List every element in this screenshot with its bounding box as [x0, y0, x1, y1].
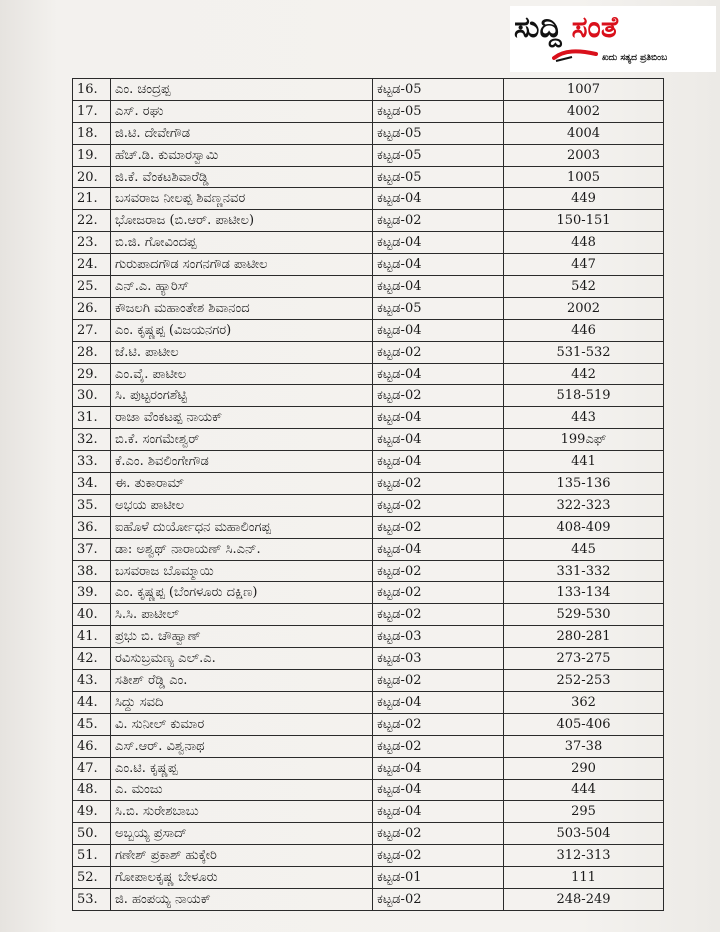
member-name: ಬಿ.ಜಿ. ಗೋವಿಂದಪ್ಪ	[111, 232, 373, 254]
suddi-sante-logo	[510, 6, 716, 72]
row-number: 28.	[73, 341, 111, 363]
row-number: 40.	[73, 604, 111, 626]
member-name: ವಿ. ಸುನೀಲ್ ಕುಮಾರ	[111, 713, 373, 735]
member-name: ರವಿಸುಬ್ರಮಣ್ಯ ಎಲ್.ಎ.	[111, 648, 373, 670]
row-number: 29.	[73, 363, 111, 385]
building-number: ಕಟ್ಟಡ-04	[373, 276, 504, 298]
table-row	[73, 429, 664, 451]
building-number: ಕಟ್ಟಡ-05	[373, 144, 504, 166]
room-number: 150-151	[504, 210, 664, 232]
logo-wordmark	[514, 8, 618, 48]
table-row	[73, 276, 664, 298]
row-number: 53.	[73, 888, 111, 910]
room-number: 529-530	[504, 604, 664, 626]
room-number: 362	[504, 691, 664, 713]
member-name: ಗುರುಪಾದಗೌಡ ಸಂಗನಗೌಡ ಪಾಟೀಲ	[111, 254, 373, 276]
table-row	[73, 823, 664, 845]
room-number: 408-409	[504, 516, 664, 538]
building-number: ಕಟ್ಟಡ-04	[373, 691, 504, 713]
building-number: ಕಟ್ಟಡ-01	[373, 867, 504, 889]
table-row	[73, 604, 664, 626]
building-number: ಕಟ್ಟಡ-02	[373, 845, 504, 867]
row-number: 41.	[73, 626, 111, 648]
building-number: ಕಟ್ಟಡ-02	[373, 823, 504, 845]
row-number: 30.	[73, 385, 111, 407]
table-row	[73, 188, 664, 210]
row-number: 22.	[73, 210, 111, 232]
room-number: 1005	[504, 166, 664, 188]
row-number: 45.	[73, 713, 111, 735]
table-row	[73, 122, 664, 144]
logo-word-2: ಸಂತೆ	[571, 10, 618, 45]
table-row	[73, 801, 664, 823]
row-number: 33.	[73, 451, 111, 473]
table-row	[73, 79, 664, 101]
member-name: ಕೌಜಲಗಿ ಮಹಾಂತೇಶ ಶಿವಾನಂದ	[111, 297, 373, 319]
room-number: 280-281	[504, 626, 664, 648]
building-number: ಕಟ್ಟಡ-05	[373, 100, 504, 122]
room-number: 4002	[504, 100, 664, 122]
table-row	[73, 516, 664, 538]
table-row	[73, 648, 664, 670]
table-row	[73, 888, 664, 910]
room-number: 199ಎಫ್	[504, 429, 664, 451]
table-row	[73, 341, 664, 363]
row-number: 48.	[73, 779, 111, 801]
table-row	[73, 735, 664, 757]
row-number: 42.	[73, 648, 111, 670]
member-name: ಪ್ರಭು ಬಿ. ಚೌಹ್ವಾಣ್	[111, 626, 373, 648]
building-number: ಕಟ್ಟಡ-02	[373, 735, 504, 757]
room-number: 518-519	[504, 385, 664, 407]
logo-word-1: ಸುದ್ದಿ	[514, 10, 562, 45]
row-number: 19.	[73, 144, 111, 166]
table-row	[73, 626, 664, 648]
building-number: ಕಟ್ಟಡ-03	[373, 648, 504, 670]
row-number: 43.	[73, 670, 111, 692]
member-name: ಬಸವರಾಜ ನೀಲಪ್ಪ ಶಿವಣ್ಣನವರ	[111, 188, 373, 210]
member-name: ಜಿ.ಕೆ. ವೆಂಕಟಶಿವಾರೆಡ್ಡಿ	[111, 166, 373, 188]
member-name: ಎಂ. ಕೃಷ್ಣಪ್ಪ (ಬೆಂಗಳೂರು ದಕ್ಷಿಣ)	[111, 582, 373, 604]
room-number: 445	[504, 538, 664, 560]
row-number: 25.	[73, 276, 111, 298]
room-number: 252-253	[504, 670, 664, 692]
room-number: 37-38	[504, 735, 664, 757]
room-number: 248-249	[504, 888, 664, 910]
row-number: 52.	[73, 867, 111, 889]
row-number: 38.	[73, 560, 111, 582]
building-number: ಕಟ್ಟಡ-04	[373, 254, 504, 276]
room-number: 446	[504, 319, 664, 341]
member-name: ಸಿ.ಸಿ. ಪಾಟೀಲ್	[111, 604, 373, 626]
room-number: 442	[504, 363, 664, 385]
row-number: 47.	[73, 757, 111, 779]
member-name: ಅಬ್ಬಯ್ಯ ಪ್ರಸಾದ್	[111, 823, 373, 845]
member-name: ಜಿ. ಹಂಪಯ್ಯ ನಾಯಕ್	[111, 888, 373, 910]
room-number: 448	[504, 232, 664, 254]
row-number: 21.	[73, 188, 111, 210]
row-number: 20.	[73, 166, 111, 188]
member-name: ಹೆಚ್.ಡಿ. ಕುಮಾರಸ್ವಾಮಿ	[111, 144, 373, 166]
table-row	[73, 385, 664, 407]
room-number: 2002	[504, 297, 664, 319]
room-number: 312-313	[504, 845, 664, 867]
row-number: 31.	[73, 407, 111, 429]
member-name: ಸಿ.ಬಿ. ಸುರೇಶಬಾಬು	[111, 801, 373, 823]
table-row	[73, 779, 664, 801]
table-row	[73, 254, 664, 276]
table-row	[73, 144, 664, 166]
room-number: 2003	[504, 144, 664, 166]
room-number: 111	[504, 867, 664, 889]
building-number: ಕಟ್ಟಡ-04	[373, 801, 504, 823]
pen-swoosh-icon	[552, 46, 598, 64]
member-name: ಕೆ.ಎಂ. ಶಿವಲಿಂಗೇಗೌಡ	[111, 451, 373, 473]
room-number: 531-532	[504, 341, 664, 363]
building-number: ಕಟ್ಟಡ-02	[373, 473, 504, 495]
room-number: 331-332	[504, 560, 664, 582]
member-name: ಜಿ.ಟಿ. ದೇವೇಗೌಡ	[111, 122, 373, 144]
room-number: 449	[504, 188, 664, 210]
table-row	[73, 100, 664, 122]
row-number: 44.	[73, 691, 111, 713]
building-number: ಕಟ್ಟಡ-04	[373, 188, 504, 210]
room-number: 135-136	[504, 473, 664, 495]
building-number: ಕಟ್ಟಡ-02	[373, 604, 504, 626]
member-name: ಜೆ.ಟಿ. ಪಾಟೀಲ	[111, 341, 373, 363]
table-row	[73, 757, 664, 779]
building-number: ಕಟ್ಟಡ-04	[373, 757, 504, 779]
building-number: ಕಟ್ಟಡ-04	[373, 232, 504, 254]
member-name: ಬಸವರಾಜ ಬೊಮ್ಮಾಯಿ	[111, 560, 373, 582]
table-row	[73, 232, 664, 254]
member-name: ಈ. ತುಕಾರಾಮ್	[111, 473, 373, 495]
row-number: 37.	[73, 538, 111, 560]
room-number: 444	[504, 779, 664, 801]
table-row	[73, 319, 664, 341]
table-row	[73, 451, 664, 473]
member-name: ಗಣೇಶ್ ಪ್ರಕಾಶ್ ಹುಕ್ಕೇರಿ	[111, 845, 373, 867]
row-number: 24.	[73, 254, 111, 276]
row-number: 36.	[73, 516, 111, 538]
room-number: 542	[504, 276, 664, 298]
row-number: 18.	[73, 122, 111, 144]
row-number: 34.	[73, 473, 111, 495]
room-number: 443	[504, 407, 664, 429]
row-number: 23.	[73, 232, 111, 254]
table-row	[73, 210, 664, 232]
building-number: ಕಟ್ಟಡ-05	[373, 79, 504, 101]
building-number: ಕಟ್ಟಡ-04	[373, 363, 504, 385]
room-number: 290	[504, 757, 664, 779]
member-name: ಎಂ. ಕೃಷ್ಣಪ್ಪ (ವಿಜಯನಗರ)	[111, 319, 373, 341]
building-number: ಕಟ್ಟಡ-02	[373, 341, 504, 363]
member-name: ಗೋಪಾಲಕೃಷ್ಣ ಬೇಳೂರು	[111, 867, 373, 889]
building-number: ಕಟ್ಟಡ-02	[373, 516, 504, 538]
building-number: ಕಟ್ಟಡ-04	[373, 429, 504, 451]
row-number: 49.	[73, 801, 111, 823]
member-name: ಎಂ. ಚಂದ್ರಪ್ಪ	[111, 79, 373, 101]
table-row	[73, 691, 664, 713]
table-row	[73, 582, 664, 604]
room-number: 273-275	[504, 648, 664, 670]
member-name: ಸತೀಶ್ ರೆಡ್ಡಿ ಎಂ.	[111, 670, 373, 692]
room-number: 295	[504, 801, 664, 823]
table-row	[73, 670, 664, 692]
table-row	[73, 867, 664, 889]
logo-tagline: ಖದು ಸತ್ಯದ ಪ್ರತಿಬಿಂಬ	[602, 53, 668, 63]
table-row	[73, 166, 664, 188]
member-name: ಎಂ.ಟಿ. ಕೃಷ್ಣಪ್ಪ	[111, 757, 373, 779]
building-number: ಕಟ್ಟಡ-05	[373, 122, 504, 144]
row-number: 16.	[73, 79, 111, 101]
row-number: 46.	[73, 735, 111, 757]
room-number: 503-504	[504, 823, 664, 845]
member-name: ಅಭಯ ಪಾಟೀಲ	[111, 494, 373, 516]
row-number: 27.	[73, 319, 111, 341]
building-number: ಕಟ್ಟಡ-04	[373, 538, 504, 560]
legislator-room-allocation-table	[72, 78, 664, 911]
row-number: 35.	[73, 494, 111, 516]
building-number: ಕಟ್ಟಡ-05	[373, 166, 504, 188]
table-row	[73, 560, 664, 582]
row-number: 39.	[73, 582, 111, 604]
building-number: ಕಟ್ಟಡ-03	[373, 626, 504, 648]
room-number: 1007	[504, 79, 664, 101]
table-row	[73, 407, 664, 429]
building-number: ಕಟ್ಟಡ-02	[373, 560, 504, 582]
row-number: 32.	[73, 429, 111, 451]
row-number: 51.	[73, 845, 111, 867]
building-number: ಕಟ್ಟಡ-02	[373, 494, 504, 516]
building-number: ಕಟ್ಟಡ-05	[373, 297, 504, 319]
room-number: 133-134	[504, 582, 664, 604]
building-number: ಕಟ್ಟಡ-04	[373, 319, 504, 341]
room-number: 405-406	[504, 713, 664, 735]
room-number: 322-323	[504, 494, 664, 516]
building-number: ಕಟ್ಟಡ-02	[373, 210, 504, 232]
row-number: 26.	[73, 297, 111, 319]
building-number: ಕಟ್ಟಡ-04	[373, 451, 504, 473]
member-name: ಎಂ.ವೈ. ಪಾಟೀಲ	[111, 363, 373, 385]
member-name: ಬಿ.ಕೆ. ಸಂಗಮೇಶ್ವರ್	[111, 429, 373, 451]
room-number: 4004	[504, 122, 664, 144]
row-number: 17.	[73, 100, 111, 122]
building-number: ಕಟ್ಟಡ-04	[373, 779, 504, 801]
building-number: ಕಟ್ಟಡ-02	[373, 713, 504, 735]
table-row	[73, 297, 664, 319]
member-name: ಎಸ್. ರಘು	[111, 100, 373, 122]
room-number: 447	[504, 254, 664, 276]
member-name: ಎನ್.ಎ. ಹ್ಯಾರಿಸ್	[111, 276, 373, 298]
member-name: ಐಹೊಳೆ ದುರ್ಯೋಧನ ಮಹಾಲಿಂಗಪ್ಪ	[111, 516, 373, 538]
member-name: ರಾಜಾ ವೆಂಕಟಪ್ಪ ನಾಯಕ್	[111, 407, 373, 429]
member-name: ಡಾ: ಅಶ್ವಥ್ ನಾರಾಯಣ್ ಸಿ.ಎನ್.	[111, 538, 373, 560]
room-number: 441	[504, 451, 664, 473]
row-number: 50.	[73, 823, 111, 845]
member-name: ಸಿ. ಪುಟ್ಟರಂಗಶೆಟ್ಟಿ	[111, 385, 373, 407]
building-number: ಕಟ್ಟಡ-04	[373, 407, 504, 429]
table-row	[73, 473, 664, 495]
building-number: ಕಟ್ಟಡ-02	[373, 582, 504, 604]
member-name: ಎ. ಮಂಜು	[111, 779, 373, 801]
building-number: ಕಟ್ಟಡ-02	[373, 888, 504, 910]
table-row	[73, 538, 664, 560]
table-row	[73, 713, 664, 735]
table-row	[73, 363, 664, 385]
member-name: ಸಿದ್ದು ಸವದಿ	[111, 691, 373, 713]
table-row	[73, 494, 664, 516]
member-name: ಭೋಜರಾಜ (ಬಿ.ಆರ್. ಪಾಟೀಲ)	[111, 210, 373, 232]
member-name: ಎಸ್.ಆರ್. ವಿಶ್ವನಾಥ	[111, 735, 373, 757]
table-row	[73, 845, 664, 867]
building-number: ಕಟ್ಟಡ-02	[373, 385, 504, 407]
building-number: ಕಟ್ಟಡ-02	[373, 670, 504, 692]
